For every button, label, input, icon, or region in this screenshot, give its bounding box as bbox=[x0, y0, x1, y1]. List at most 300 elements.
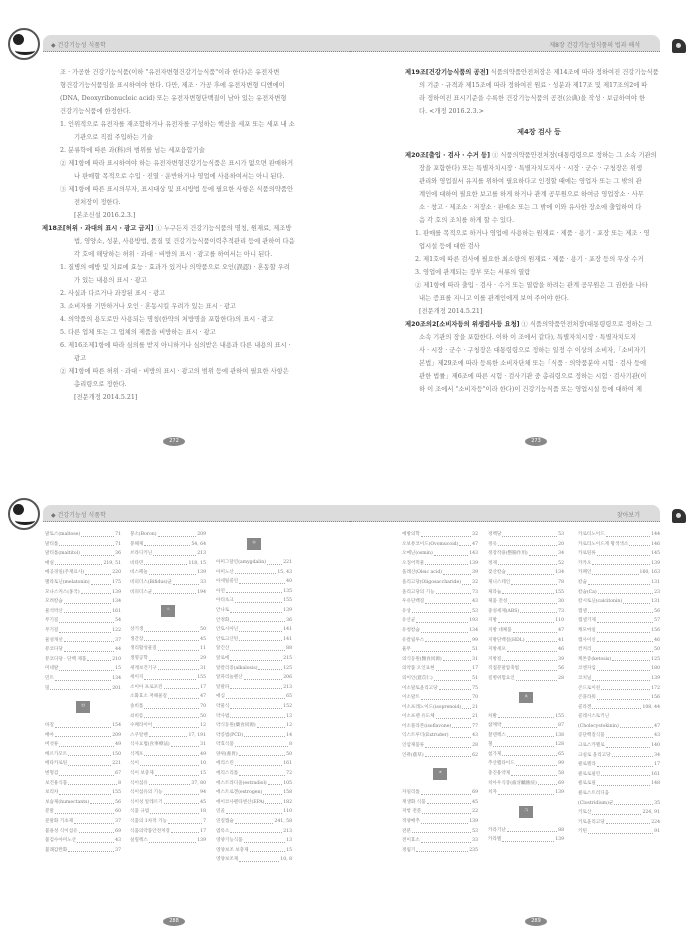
index-term: 소화효소 저해물질 bbox=[130, 694, 167, 700]
body-line: 각 호에 해당하는 허위 · 과대 · 비방의 표시 · 광고를 하여서는 아니 된다. bbox=[74, 251, 273, 258]
index-entry bbox=[130, 779, 206, 789]
dot-leader bbox=[516, 674, 558, 681]
index-term: 이소프레노이드(isoprenoid) bbox=[402, 704, 462, 710]
article-20-2-first-line: 제20조의2[소비자등의 위생검사등 요청] ① 식품의약품안전처장(대통령령으로 정하는 그 bbox=[405, 321, 652, 328]
index-entry bbox=[216, 779, 292, 789]
index-entry bbox=[216, 664, 292, 674]
index-term: 이소말토올리고당 bbox=[402, 685, 438, 691]
index-page-ref: 34 bbox=[654, 752, 660, 758]
index-page-ref: 209 bbox=[197, 532, 206, 537]
dot-leader bbox=[263, 788, 282, 795]
index-term: 유산균 bbox=[402, 618, 416, 624]
index-term: 올레산(Oleic acid) bbox=[402, 570, 443, 576]
index-entry bbox=[578, 818, 660, 828]
body-line: 소속 기관의 장을 포함한다. 이하 이 조에서 같다), 특별자치시장 · 특별자치도지 bbox=[419, 334, 637, 341]
index-page-ref: 43 bbox=[472, 599, 478, 605]
index-term: 브라디키닌 bbox=[130, 551, 153, 557]
index-entry bbox=[578, 799, 660, 809]
index-term: 정장작용(整腸作用) bbox=[488, 551, 528, 557]
index-term: 아티초크 bbox=[216, 598, 234, 604]
dot-leader bbox=[623, 597, 650, 604]
dot-leader bbox=[516, 759, 558, 766]
index-page-ref: 28 bbox=[472, 743, 478, 749]
top-spread bbox=[0, 0, 700, 470]
index-term: 알긴산 bbox=[216, 646, 230, 652]
index-term: 말티톨(maltitol) bbox=[45, 551, 80, 557]
index-entry bbox=[216, 827, 292, 837]
index-term: 밀 bbox=[45, 685, 50, 691]
index-term: 메공경일(주재료사) bbox=[45, 570, 85, 576]
index-term: 유청칼슘 bbox=[402, 627, 420, 633]
dot-leader bbox=[427, 798, 471, 805]
index-term: 생리활성물질 bbox=[130, 646, 157, 652]
index-page-ref: 17 bbox=[200, 828, 206, 834]
dot-leader bbox=[168, 817, 202, 824]
index-page-ref: 125 bbox=[651, 656, 660, 662]
dot-leader bbox=[421, 817, 468, 824]
index-entry bbox=[402, 626, 478, 636]
index-term: 제라늄 bbox=[488, 589, 502, 595]
dot-leader bbox=[144, 540, 190, 547]
index-term: 약식동원(藥食同源) bbox=[216, 723, 256, 729]
index-term: 철 bbox=[488, 742, 493, 748]
dot-leader bbox=[239, 769, 285, 776]
index-page-ref: 52 bbox=[558, 560, 564, 566]
index-page-ref: 56 bbox=[115, 799, 121, 805]
index-page-ref: 70 bbox=[472, 695, 478, 701]
index-term: 클로로필 bbox=[578, 781, 596, 787]
index-entry bbox=[45, 626, 121, 636]
index-entry bbox=[402, 655, 478, 665]
dot-leader bbox=[425, 597, 471, 604]
body-line: 다. <개정 2016.2.3.> bbox=[419, 108, 484, 115]
dot-leader bbox=[443, 655, 471, 662]
index-page-ref: 161 bbox=[651, 771, 660, 777]
dot-leader bbox=[230, 702, 282, 709]
dot-leader bbox=[421, 836, 471, 843]
index-term: 물성개선 bbox=[45, 637, 63, 643]
dot-leader bbox=[443, 568, 471, 575]
index-page-ref: 36 bbox=[286, 617, 292, 623]
index-page-ref: 155 bbox=[197, 675, 206, 681]
index-page-ref: 43 bbox=[472, 733, 478, 739]
dot-leader bbox=[597, 693, 650, 700]
index-entry bbox=[45, 664, 121, 674]
index-page-ref: 11 bbox=[200, 646, 206, 652]
index-term: 크로스카멜로 bbox=[578, 743, 605, 749]
dot-leader bbox=[144, 702, 199, 709]
index-column bbox=[402, 530, 478, 855]
index-term: 엽록소 bbox=[216, 828, 230, 834]
dot-leader bbox=[153, 721, 199, 728]
index-entry bbox=[216, 769, 292, 779]
dot-leader bbox=[612, 655, 650, 662]
body-line: 본법」제29조에 따라 등록한 소비자단체 또는「식품 · 의약품분야 시험 · 검사 등에 bbox=[419, 360, 647, 367]
dot-leader bbox=[235, 759, 282, 766]
index-term: 말티톨 bbox=[45, 541, 59, 547]
dot-leader bbox=[614, 799, 653, 806]
dot-leader bbox=[64, 636, 114, 643]
index-entry bbox=[488, 607, 564, 617]
index-term: 생명공학 bbox=[130, 655, 148, 661]
dot-leader bbox=[421, 530, 471, 537]
index-entry bbox=[488, 616, 564, 626]
index-term: 불용성 식이섬유 bbox=[45, 828, 78, 834]
dot-leader bbox=[416, 616, 468, 623]
index-term: 콜레시스토키닌 bbox=[578, 714, 610, 720]
index-page-ref: 7 bbox=[203, 819, 206, 825]
index-page-ref: 29 bbox=[200, 655, 206, 661]
index-entry bbox=[578, 760, 660, 770]
article-18-title: 제18조[허위 · 과대의 표시 · 광고 금지] bbox=[42, 225, 154, 232]
dot-leader bbox=[507, 645, 557, 652]
index-page-ref: 15 bbox=[286, 847, 292, 853]
dot-leader bbox=[538, 779, 557, 786]
body-line: 하 이 조에서 "소비자등"이라 한다)이 건강기능식품 또는 영업시설 등에 대하여 제 bbox=[419, 386, 642, 393]
index-entry bbox=[488, 788, 564, 798]
index-page-ref: 145 bbox=[651, 551, 660, 557]
dot-leader bbox=[412, 607, 471, 614]
dot-leader bbox=[434, 549, 468, 556]
index-page-ref: 15 bbox=[115, 666, 121, 672]
index-entry bbox=[45, 788, 121, 798]
index-entry bbox=[130, 540, 206, 550]
index-entry bbox=[45, 636, 121, 646]
index-entry bbox=[45, 616, 121, 626]
index-entry bbox=[130, 635, 206, 645]
dot-leader bbox=[226, 587, 282, 594]
index-entry bbox=[45, 731, 121, 741]
right-page-body bbox=[405, 66, 673, 396]
index-page-ref: 139 bbox=[469, 819, 478, 825]
dot-leader bbox=[81, 588, 112, 595]
index-term: 치자 bbox=[488, 790, 497, 796]
index-page-ref: 33 bbox=[472, 838, 478, 844]
index-term: 상기생 bbox=[130, 627, 144, 633]
dot-leader bbox=[459, 540, 471, 547]
index-page-ref: 69 bbox=[558, 780, 564, 786]
index-term: 영양보조제 bbox=[216, 857, 239, 863]
index-page-ref: 56 bbox=[654, 608, 660, 614]
body-line: 가 있는 내용의 표시 · 광고 bbox=[74, 277, 147, 284]
index-page-ref: 37 bbox=[115, 637, 121, 643]
dot-leader bbox=[629, 540, 650, 547]
body-line: 장을 포함한다) 또는 특별자치시장 · 특별자치도지사 · 시장 · 군수 · 구청장은 위생 bbox=[419, 165, 643, 172]
index-entry bbox=[488, 626, 564, 636]
left-header-text: ◆ 건강기능성 식품학 bbox=[51, 42, 106, 49]
index-page-ref: 47 bbox=[472, 541, 478, 547]
index-page-ref: 50 bbox=[200, 713, 206, 719]
dot-leader bbox=[91, 578, 112, 585]
index-entry bbox=[45, 827, 121, 837]
index-term: 캡사이신 bbox=[578, 637, 596, 643]
index-page-ref: 69 bbox=[472, 790, 478, 796]
index-page-ref: 72 bbox=[286, 771, 292, 777]
index-entry bbox=[578, 770, 660, 780]
index-term: 스쿠알렌 bbox=[130, 732, 148, 738]
index-term: 카라멜 bbox=[488, 837, 502, 843]
index-entry bbox=[402, 607, 478, 617]
index-entry bbox=[45, 597, 121, 607]
dot-leader bbox=[434, 674, 471, 681]
index-page-ref: 110 bbox=[283, 809, 292, 815]
index-page-ref: 46 bbox=[558, 647, 564, 653]
index-page-ref: 44 bbox=[115, 647, 121, 653]
index-term: 클로로필린 bbox=[578, 771, 601, 777]
index-term: 식품의약품안전처장 bbox=[130, 828, 170, 834]
body-line: ③ 제1항에 따른 표시의무자, 표시대상 및 표시방법 등에 필요한 사항은 식품의약품안 bbox=[60, 186, 294, 193]
index-term: 에리스리톨 bbox=[216, 771, 239, 777]
index-term: 에스트라디올(estradiol) bbox=[216, 780, 267, 786]
index-page-ref: 141 bbox=[283, 636, 292, 642]
index-entry bbox=[402, 549, 478, 559]
dot-leader bbox=[520, 664, 557, 671]
dot-leader bbox=[235, 596, 282, 603]
index-entry bbox=[45, 655, 121, 665]
index-term: 약콩법(PCD) bbox=[216, 732, 244, 738]
dot-leader bbox=[59, 788, 111, 795]
index-term: 캡셀기제 bbox=[578, 618, 596, 624]
index-entry bbox=[130, 807, 206, 817]
index-page-ref: 8 bbox=[118, 780, 121, 786]
index-page-ref: 50 bbox=[200, 627, 206, 633]
index-entry bbox=[488, 835, 564, 845]
index-page-ref: 105 bbox=[283, 780, 292, 786]
index-page-ref: 122 bbox=[112, 627, 121, 633]
index-term: 예방의학 bbox=[402, 532, 420, 537]
index-term: 붕소(Boron) bbox=[130, 532, 157, 537]
index-entry bbox=[402, 559, 478, 569]
index-column bbox=[488, 530, 564, 845]
dot-leader bbox=[508, 597, 557, 604]
index-entry bbox=[578, 559, 660, 569]
dot-leader bbox=[55, 559, 103, 566]
index-page-ref: 10, 8 bbox=[280, 857, 292, 863]
dot-leader bbox=[64, 597, 111, 604]
index-page-ref: 13 bbox=[286, 713, 292, 719]
index-term: 지방질 bbox=[488, 656, 502, 662]
index-term: (Cholecystokinin) bbox=[578, 723, 619, 729]
index-term: 이소플라본(isoflavone) bbox=[402, 723, 452, 729]
index-page-ref: 17 bbox=[472, 666, 478, 672]
index-page-ref: 134 bbox=[112, 675, 121, 681]
dot-leader bbox=[597, 616, 653, 623]
index-term: 영양보조 보충제 bbox=[216, 847, 249, 853]
index-entry bbox=[402, 722, 478, 732]
dot-leader bbox=[520, 607, 557, 614]
index-term: 인퓨(蔭草) bbox=[402, 752, 424, 758]
index-page-ref: 77 bbox=[472, 723, 478, 729]
dot-leader bbox=[155, 769, 199, 776]
index-term: 캡셀 bbox=[578, 608, 587, 614]
index-page-ref: 37, 80 bbox=[191, 780, 206, 786]
index-page-ref: 45 bbox=[200, 799, 206, 805]
body-line: [본조신설 2016.2.3.] bbox=[74, 212, 136, 219]
index-term: 카로틴류 bbox=[578, 551, 596, 557]
index-entry bbox=[578, 636, 660, 646]
page-number: 288 bbox=[163, 917, 185, 926]
index-page-ref: 46 bbox=[654, 637, 660, 643]
page-number: 272 bbox=[163, 437, 185, 446]
index-entry bbox=[578, 655, 660, 665]
index-page-ref: 18 bbox=[200, 809, 206, 815]
dot-leader bbox=[250, 846, 286, 853]
index-entry bbox=[130, 731, 206, 741]
dot-leader bbox=[64, 645, 114, 652]
index-term: 뮤코다당 bbox=[45, 647, 63, 653]
index-entry bbox=[130, 673, 206, 683]
index-entry bbox=[488, 540, 564, 550]
index-term: 분말 bbox=[45, 809, 54, 815]
index-page-ref: 53 bbox=[472, 828, 478, 834]
index-entry bbox=[216, 817, 292, 827]
index-entry bbox=[216, 673, 292, 683]
dot-leader bbox=[612, 751, 654, 758]
index-term: 정유 bbox=[488, 541, 497, 547]
index-entry bbox=[402, 751, 478, 761]
index-entry bbox=[488, 549, 564, 559]
mascot-logo-icon bbox=[8, 28, 40, 60]
index-page-ref: 8 bbox=[289, 742, 292, 748]
index-term: 제품 전성 bbox=[488, 599, 508, 605]
index-entry bbox=[130, 530, 206, 540]
index-page-ref: 54 bbox=[115, 618, 121, 624]
index-page-ref: 224, 91 bbox=[642, 810, 660, 816]
index-entry bbox=[488, 779, 564, 789]
index-term: 클로렐라 bbox=[578, 762, 596, 768]
index-entry bbox=[45, 607, 121, 617]
dot-leader bbox=[68, 759, 111, 766]
body-line: (DNA, Deoxyribonucleic acid) 또는 유전자변형단백질이 남아 있는 유전자변형 bbox=[60, 95, 287, 102]
dot-leader bbox=[436, 712, 472, 719]
index-entry bbox=[130, 788, 206, 798]
index-term: 찰덴렉스 bbox=[488, 732, 506, 738]
dot-leader bbox=[422, 807, 471, 814]
dot-leader bbox=[498, 616, 554, 623]
dot-leader bbox=[507, 826, 557, 833]
dot-leader bbox=[55, 674, 111, 681]
dot-leader bbox=[239, 750, 285, 757]
index-entry bbox=[402, 788, 478, 798]
index-page-ref: 50 bbox=[286, 751, 292, 757]
dot-leader bbox=[412, 827, 471, 834]
dot-leader bbox=[173, 578, 199, 585]
index-term: 식품 규범 bbox=[130, 809, 150, 815]
index-entry bbox=[488, 740, 564, 750]
body-line: 2. 제1호에 따른 검사에 필요한 최소량의 원재료 · 제품 · 용기 · 포장 등의 무상 수거 bbox=[415, 256, 644, 263]
index-page-ref: 206 bbox=[283, 675, 292, 681]
index-term: 비피더스(Bifidus)균 bbox=[130, 579, 172, 585]
index-entry bbox=[402, 836, 478, 846]
dot-leader bbox=[421, 693, 471, 700]
index-term: 아세틸콜린 bbox=[216, 579, 239, 585]
index-page-ref: 156 bbox=[651, 695, 660, 701]
index-entry bbox=[578, 808, 660, 818]
index-entry bbox=[578, 789, 660, 799]
dot-leader bbox=[606, 818, 651, 825]
index-section-header bbox=[216, 530, 292, 558]
index-term: 크실로 올리고당 bbox=[578, 752, 611, 758]
index-term: 생간장 bbox=[130, 636, 144, 642]
index-term: 에스트로겐(estrogen) bbox=[216, 790, 263, 796]
index-entry bbox=[402, 568, 478, 578]
index-page-ref: 31 bbox=[472, 656, 478, 662]
index-entry bbox=[402, 684, 478, 694]
index-entry bbox=[578, 674, 660, 684]
index-entry bbox=[216, 759, 292, 769]
index-term: 안토시아닌 bbox=[216, 627, 239, 633]
index-term: 무기질 bbox=[45, 618, 59, 624]
dot-leader bbox=[239, 635, 282, 642]
index-term: 식이섬유의 기능 bbox=[130, 790, 163, 796]
dot-leader bbox=[158, 644, 200, 651]
index-entry bbox=[402, 674, 478, 684]
index-term: 전분 bbox=[402, 828, 411, 834]
body-line: 3. 영업에 관계되는 장부 또는 서류의 열람 bbox=[415, 269, 531, 276]
index-term: 식이 bbox=[130, 761, 139, 767]
index-page-ref: 193 bbox=[469, 618, 478, 624]
index-page-ref: 99 bbox=[472, 637, 478, 643]
dot-leader bbox=[267, 558, 282, 565]
dot-leader bbox=[258, 664, 282, 671]
index-entry bbox=[45, 846, 121, 856]
dot-leader bbox=[592, 559, 650, 566]
index-term: 올리고당(Oligosaccharide) bbox=[402, 579, 462, 585]
index-page-ref: 134 bbox=[555, 570, 564, 576]
index-page-ref: 65 bbox=[286, 694, 292, 700]
left-page-body bbox=[42, 66, 320, 404]
index-term: 오메닌(osmin) bbox=[402, 551, 433, 557]
index-entry bbox=[216, 683, 292, 693]
index-entry bbox=[130, 568, 206, 578]
index-term: 보리차 bbox=[45, 790, 59, 796]
index-page-ref: 12 bbox=[200, 723, 206, 729]
dot-leader bbox=[230, 616, 285, 623]
index-section-header bbox=[130, 597, 206, 625]
index-page-ref: 75 bbox=[472, 685, 478, 691]
index-term: 케톤증(ketosis) bbox=[578, 656, 612, 662]
index-page-ref: 155 bbox=[555, 589, 564, 595]
index-page-ref: 47 bbox=[558, 627, 564, 633]
dot-leader bbox=[452, 722, 471, 729]
index-page-ref: 241, 58 bbox=[274, 819, 292, 825]
index-page-ref: 221 bbox=[283, 560, 292, 565]
index-entry bbox=[130, 827, 206, 837]
dot-leader bbox=[597, 779, 650, 786]
dot-leader bbox=[513, 626, 557, 633]
index-term: 모나스커스(홍국) bbox=[45, 589, 80, 595]
index-page-ref: 53 bbox=[472, 608, 478, 614]
index-term: 연골 bbox=[216, 809, 225, 815]
dot-leader bbox=[74, 817, 114, 824]
dot-leader bbox=[606, 741, 651, 748]
index-term: 실릴렉스 bbox=[130, 838, 148, 844]
index-entry bbox=[578, 664, 660, 674]
index-entry bbox=[402, 693, 478, 703]
index-term: 배아 bbox=[45, 732, 54, 738]
index-page-ref: 88 bbox=[558, 827, 564, 833]
index-entry bbox=[402, 540, 478, 550]
chapter-title: 제4장 검사 등 bbox=[517, 128, 561, 136]
index-page-ref: 31 bbox=[200, 665, 206, 671]
dot-leader bbox=[606, 731, 654, 738]
dot-leader bbox=[244, 731, 285, 738]
index-term: 애심 bbox=[216, 694, 225, 700]
index-entry bbox=[216, 721, 292, 731]
left-running-header bbox=[43, 35, 350, 52]
index-entry bbox=[488, 769, 564, 779]
index-entry bbox=[578, 616, 660, 626]
